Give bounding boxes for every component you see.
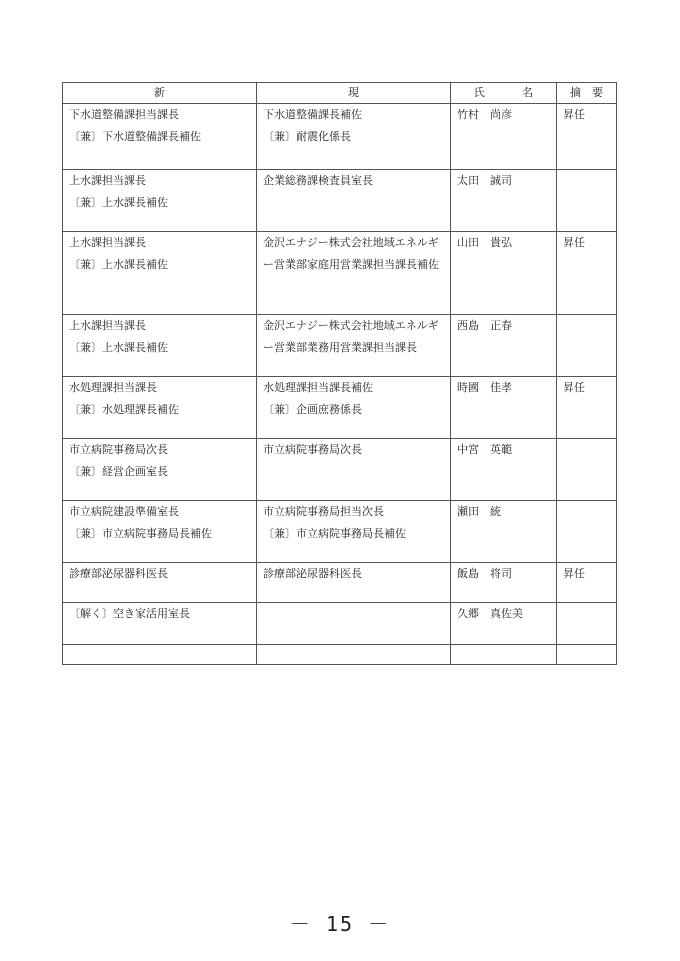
new-concurrent-title: 〔兼〕上水課長補佐 xyxy=(69,341,168,354)
current-title: 下水道整備課長補佐 xyxy=(263,108,362,121)
table-row xyxy=(63,645,617,665)
cell-new-position xyxy=(63,645,257,665)
cell-remarks xyxy=(557,645,617,665)
table-row xyxy=(63,232,617,315)
cell-current-position xyxy=(257,377,451,439)
cell-current-position xyxy=(257,563,451,603)
header-name: 氏 名 xyxy=(451,83,557,104)
table-row xyxy=(63,501,617,563)
current-concurrent-title: 〔兼〕耐震化係長 xyxy=(263,130,351,143)
cell-remarks: 昇任 xyxy=(557,377,617,439)
new-title: 市立病院事務局次長 xyxy=(69,443,168,456)
current-title: 市立病院事務局担当次長 xyxy=(263,505,384,518)
new-title: 上水課担当課長 xyxy=(69,236,146,249)
new-title: 水処理課担当課長 xyxy=(69,381,157,394)
current-concurrent-title: 〔兼〕市立病院事務局長補佐 xyxy=(263,527,406,540)
new-title: 上水課担当課長 xyxy=(69,174,146,187)
cell-person-name: 太田 誠司 xyxy=(451,170,557,232)
new-title: 診療部泌尿器科医長 xyxy=(69,567,168,580)
new-concurrent-title: 〔兼〕市立病院事務局長補佐 xyxy=(69,527,212,540)
cell-person-name: 時國 佳孝 xyxy=(451,377,557,439)
cell-remarks xyxy=(557,170,617,232)
cell-current-position xyxy=(257,645,451,665)
cell-person-name xyxy=(451,645,557,665)
cell-person-name: 飯島 将司 xyxy=(451,563,557,603)
cell-remarks: 昇任 xyxy=(557,104,617,170)
table-header-row xyxy=(63,83,617,104)
cell-new-position xyxy=(63,439,257,501)
new-concurrent-title: 〔兼〕下水道整備課長補佐 xyxy=(69,130,201,143)
cell-current-position xyxy=(257,170,451,232)
cell-person-name: 西島 正春 xyxy=(451,315,557,377)
cell-person-name: 久郷 真佐美 xyxy=(451,603,557,645)
header-new: 新 xyxy=(63,83,257,104)
new-concurrent-title: 〔兼〕水処理課長補佐 xyxy=(69,403,179,416)
table-row xyxy=(63,104,617,170)
cell-new-position xyxy=(63,501,257,563)
cell-current-position xyxy=(257,232,451,315)
new-concurrent-title: 〔兼〕上水課長補佐 xyxy=(69,258,168,271)
personnel-table xyxy=(62,82,617,665)
current-concurrent-title: 〔兼〕企画庶務係長 xyxy=(263,403,362,416)
new-title: 下水道整備課担当課長 xyxy=(69,108,179,121)
table-row xyxy=(63,603,617,645)
new-concurrent-title: 〔兼〕上水課長補佐 xyxy=(69,196,168,209)
cell-new-position xyxy=(63,377,257,439)
new-concurrent-title: 〔兼〕経営企画室長 xyxy=(69,465,168,478)
cell-new-position xyxy=(63,603,257,645)
cell-new-position xyxy=(63,170,257,232)
current-title: 金沢エナジー株式会社地域エネルギー営業部家庭用営業課担当課長補佐 xyxy=(263,236,439,271)
new-title: 市立病院建設準備室長 xyxy=(69,505,179,518)
cell-person-name: 瀬田 統 xyxy=(451,501,557,563)
new-title: 〔解く〕空き家活用室長 xyxy=(69,607,190,620)
cell-new-position xyxy=(63,232,257,315)
cell-person-name: 山田 貴弘 xyxy=(451,232,557,315)
current-title: 金沢エナジー株式会社地域エネルギー営業部業務用営業課担当課長 xyxy=(263,319,439,354)
current-title: 市立病院事務局次長 xyxy=(263,443,362,456)
cell-current-position xyxy=(257,439,451,501)
cell-new-position xyxy=(63,315,257,377)
cell-current-position xyxy=(257,603,451,645)
page-number: － 15 － xyxy=(289,912,391,936)
cell-person-name: 竹村 尚彦 xyxy=(451,104,557,170)
cell-person-name: 中宮 英範 xyxy=(451,439,557,501)
table-row xyxy=(63,170,617,232)
cell-remarks xyxy=(557,501,617,563)
table-row xyxy=(63,439,617,501)
cell-remarks xyxy=(557,439,617,501)
cell-current-position xyxy=(257,501,451,563)
cell-new-position xyxy=(63,563,257,603)
cell-remarks: 昇任 xyxy=(557,232,617,315)
cell-remarks: 昇任 xyxy=(557,563,617,603)
table-row xyxy=(63,377,617,439)
cell-remarks xyxy=(557,315,617,377)
new-title: 上水課担当課長 xyxy=(69,319,146,332)
header-current: 現 xyxy=(257,83,451,104)
header-remarks: 摘 要 xyxy=(557,83,617,104)
current-title: 企業総務課検査員室長 xyxy=(263,174,373,187)
table-row xyxy=(63,315,617,377)
current-title: 水処理課担当課長補佐 xyxy=(263,381,373,394)
cell-current-position xyxy=(257,315,451,377)
cell-current-position xyxy=(257,104,451,170)
cell-new-position xyxy=(63,104,257,170)
table-row xyxy=(63,563,617,603)
cell-remarks xyxy=(557,603,617,645)
current-title: 診療部泌尿器科医長 xyxy=(263,567,362,580)
